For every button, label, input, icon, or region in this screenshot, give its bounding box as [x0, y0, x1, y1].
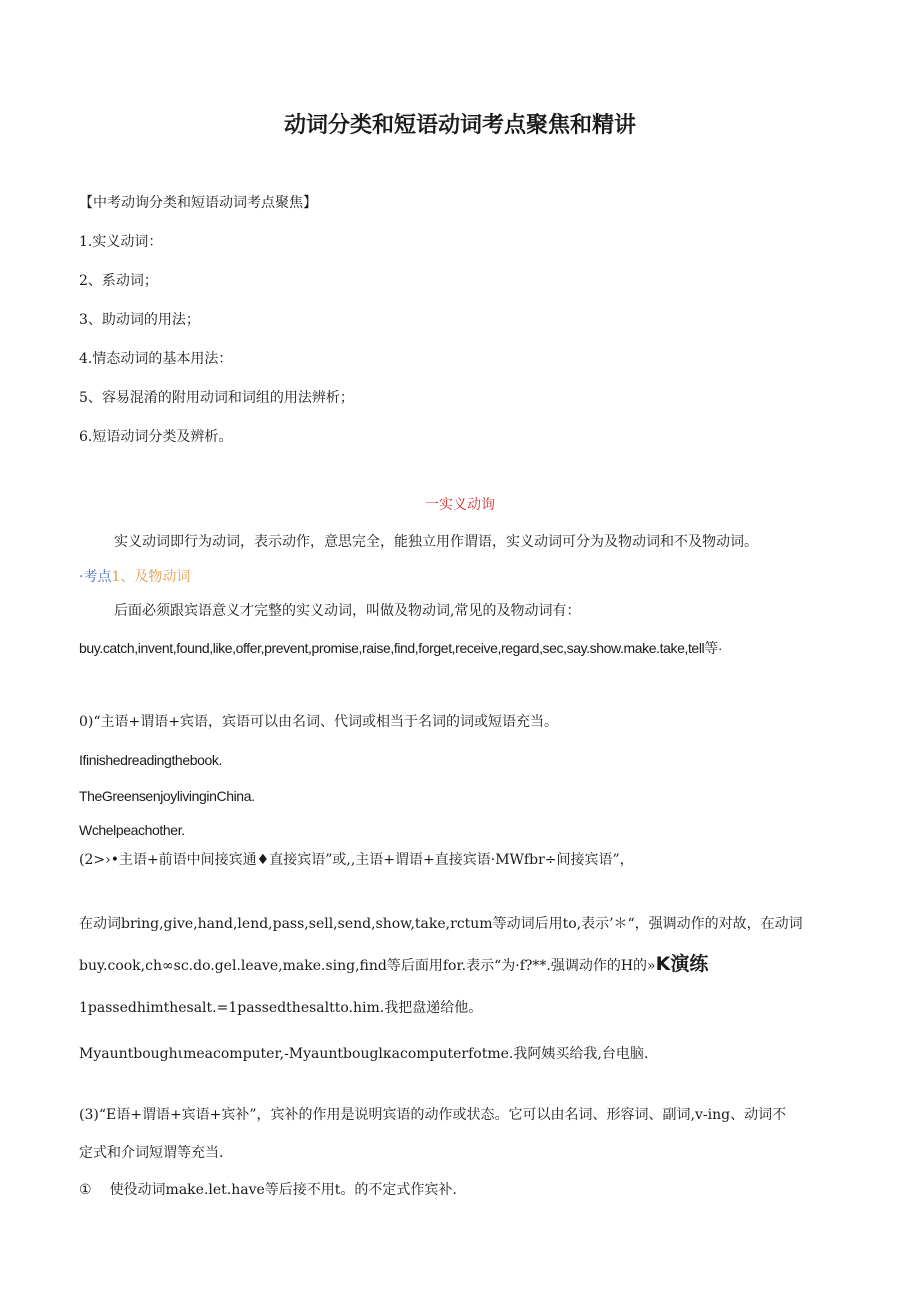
example-5: Myauntboughιmeacomputer,-Myauntbouglкacomputerfotme.我阿姨买给我,台电脑. — [79, 1046, 649, 1062]
item-text: 使役动词make.let.have等后接不用t。的不定式作宾补. — [109, 1182, 457, 1198]
example-4: 1passedhimthesalt.=1passedthesaltto.him.我把盘递给他。 — [79, 1000, 483, 1016]
intro-item-2: 2、系动词； — [79, 273, 158, 289]
example-2: TheGreensenjoylivinginChina. — [79, 788, 255, 804]
item-number: ① — [79, 1182, 92, 1198]
kaodian-prefix: ·考点 — [79, 569, 112, 585]
pattern-2-note-a: 在动词bring,give,hand,lend,pass,sell,send,show,take,rctum等动词后用to,表示’＊“，强调动作的对故，在动词 — [79, 916, 803, 932]
example-1: Ifinishedreadingthebook. — [79, 752, 222, 768]
intro-item-1: 1.实义动词： — [79, 234, 163, 250]
pattern-2: (2>›•主语+前语中间接宾通♦直接宾语”或,,主语+谓语+直接宾语·MWfbr÷间接宾语”， — [79, 852, 634, 868]
intro-item-5: 5、容易混淆的附用动词和词组的用法辨析； — [79, 390, 354, 406]
intro-item-6: 6.短语动词分类及辨析。 — [79, 429, 233, 445]
pattern-3-line-1: (3)“E语+谓语+宾语+宾补”，宾补的作用是说明宾语的动作或状态。它可以由名词、形容词、副词,v-ing、动词不 — [79, 1107, 787, 1123]
practice-label: K演练 — [655, 953, 709, 975]
pattern-3-line-2: 定式和介词短谓等充当. — [79, 1145, 224, 1161]
verb-list: buy.catch,invent,found,like,offer,prevent,promise,raise,find,forget,receive,regard,sec,say.show.make.take,tell等· — [79, 640, 723, 656]
pattern-0: 0)“主语+谓语+宾语，宾语可以由名词、代词或相当于名词的词或短语充当。 — [79, 714, 558, 730]
intro-item-3: 3、助动词的用法； — [79, 312, 200, 328]
intro-item-4: 4.情态动词的基本用法： — [79, 351, 233, 367]
pattern-2-note-b-text: buy.cook,ch∞sc.do.gel.leave,make.sing,find等后面用for.表示“为·f?**.强调动作的H的» — [79, 958, 656, 974]
section-intro-paragraph: 实义动词即行为动词，表示动作，意思完全，能独立用作谓语，实义动词可分为及物动词和不及物动词。 — [114, 534, 758, 550]
example-3: Wchelpeachother. — [79, 822, 185, 838]
transitive-description: 后面必须跟宾语意义才完整的实义动词，叫做及物动词,常见的及物动词有： — [114, 603, 581, 619]
intro-heading: 【中考动询分类和短语动词考点聚焦】 — [79, 195, 317, 211]
kaodian-heading — [79, 568, 190, 586]
kaodian-title: 1、及物动词 — [111, 569, 191, 585]
page-title: 动词分类和短语动词考点聚焦和精讲 — [283, 113, 636, 138]
pattern-2-note-b — [79, 955, 708, 975]
numbered-item-1 — [79, 1181, 457, 1199]
section-heading: 一实义动询 — [425, 497, 495, 513]
